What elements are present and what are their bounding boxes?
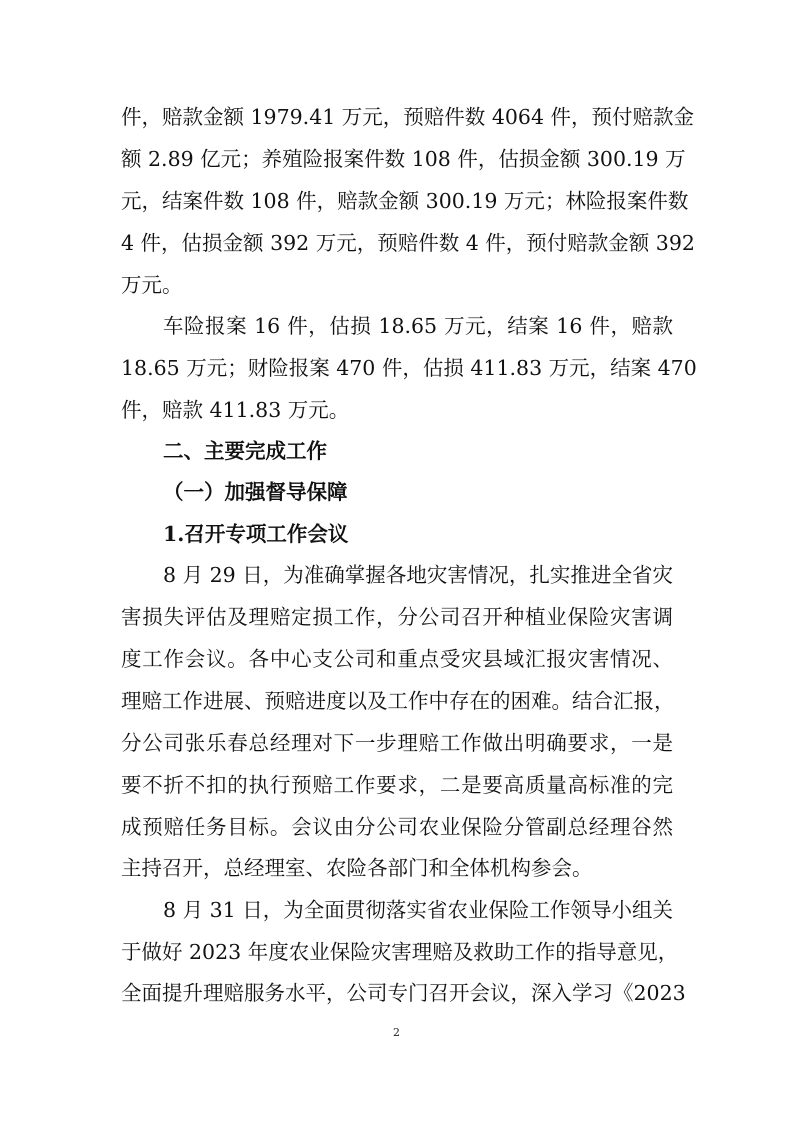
paragraph-3-line-7: 成预赔任务目标。会议由分公司农业保险分管副总经理谷然 xyxy=(121,815,673,839)
paragraph-3-line-6: 要不折不扣的执行预赔工作要求，二是要高质量高标准的完 xyxy=(121,773,673,797)
paragraph-1-line-2: 额 2.89 亿元；养殖险报案件数 108 件，估损金额 300.19 万 xyxy=(121,147,686,171)
section-heading: 二、主要完成工作 xyxy=(163,439,327,463)
paragraph-2-line-1: 车险报案 16 件，估损 18.65 万元，结案 16 件，赔款 xyxy=(163,314,673,338)
paragraph-1-line-4: 4 件，估损金额 392 万元，预赔件数 4 件，预付赔款金额 392 xyxy=(121,231,695,255)
subsection-heading: （一）加强督导保障 xyxy=(163,480,348,504)
paragraph-3-line-4: 理赔工作进展、预赔进度以及工作中存在的困难。结合汇报， xyxy=(121,689,675,713)
item-heading: 1.召开专项工作会议 xyxy=(163,522,349,546)
paragraph-4-line-2: 于做好 2023 年度农业保险灾害理赔及救助工作的指导意见， xyxy=(121,940,679,964)
paragraph-3-line-5: 分公司张乐春总经理对下一步理赔工作做出明确要求，一是 xyxy=(121,731,673,755)
page-number: 2 xyxy=(393,1026,400,1039)
paragraph-3-line-3: 度工作会议。各中心支公司和重点受灾县域汇报灾害情况、 xyxy=(121,647,673,671)
paragraph-1-line-3: 元，结案件数 108 件，赔款金额 300.19 万元；林险报案件数 xyxy=(121,189,689,213)
paragraph-1-line-1: 件，赔款金额 1979.41 万元，预赔件数 4064 件，预付赔款金 xyxy=(121,105,695,129)
paragraph-3-line-8: 主持召开，总经理室、农险各部门和全体机构参会。 xyxy=(121,856,593,880)
paragraph-2-line-3: 件，赔款 411.83 万元。 xyxy=(121,398,350,422)
paragraph-3-line-1: 8 月 29 日，为准确掌握各地灾害情况，扎实推进全省灾 xyxy=(163,563,673,587)
paragraph-4-line-3: 全面提升理赔服务水平，公司专门召开会议，深入学习《2023 xyxy=(121,981,686,1005)
paragraph-2-line-2: 18.65 万元；财险报案 470 件，估损 411.83 万元，结案 470 xyxy=(121,356,697,380)
paragraph-3-line-2: 害损失评估及理赔定损工作，分公司召开种植业保险灾害调 xyxy=(121,605,673,629)
paragraph-1-line-5: 万元。 xyxy=(121,273,183,297)
paragraph-4-line-1: 8 月 31 日，为全面贯彻落实省农业保险工作领导小组关 xyxy=(163,898,673,922)
